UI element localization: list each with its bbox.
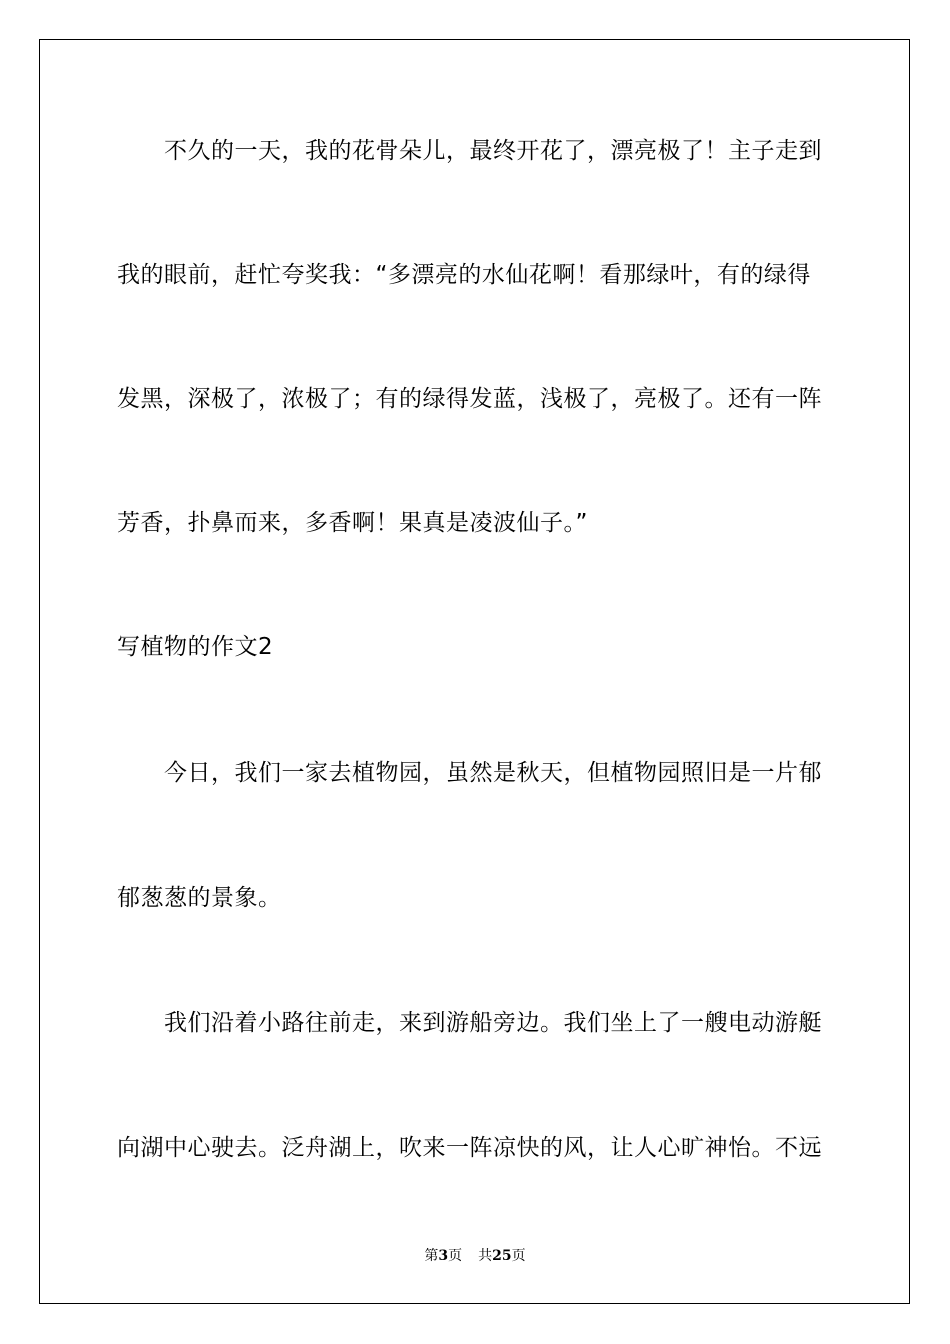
page-number: 3 [438,1248,449,1264]
page-frame [39,39,910,1304]
page-suffix: 页 [448,1248,463,1264]
paragraph-line: 今日，我们一家去植物园，虽然是秋天，但植物园照旧是一片郁 [164,760,822,786]
total-prefix: 共 [478,1248,493,1264]
total-pages: 25 [492,1248,512,1264]
paragraph-line: 我们沿着小路往前走，来到游船旁边。我们坐上了一艘电动游艇 [164,1010,822,1036]
paragraph-line: 不久的一天，我的花骨朵儿，最终开花了，漂亮极了！主子走到 [164,138,822,164]
paragraph-line: 发黑，深极了，浓极了；有的绿得发蓝，浅极了，亮极了。还有一阵 [117,386,822,412]
paragraph-line: 向湖中心驶去。泛舟湖上，吹来一阵凉快的风，让人心旷神怡。不远 [117,1135,822,1161]
paragraph-line: 我的眼前，赶忙夸奖我：“多漂亮的水仙花啊！看那绿叶，有的绿得 [117,262,811,288]
page-prefix: 第 [424,1248,439,1264]
page-footer [0,1247,950,1265]
section-title: 写植物的作文2 [117,634,274,660]
paragraph-line: 芳香，扑鼻而来，多香啊！果真是凌波仙子。” [117,510,588,536]
paragraph-line: 郁葱葱的景象。 [117,885,282,911]
total-suffix: 页 [511,1248,526,1264]
